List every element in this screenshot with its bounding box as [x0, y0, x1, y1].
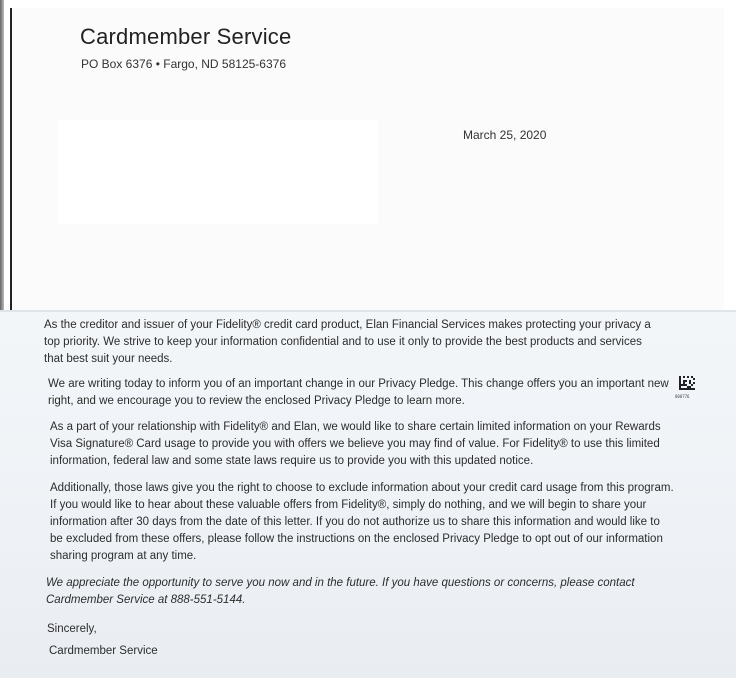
datamatrix-barcode-icon — [679, 376, 695, 390]
body-paragraph-2: We are writing today to inform you of an important change in our Privacy Pledge. This change offers you an important new right, and we encourage you to review the enclosed Privacy Pledge to learn more. — [48, 378, 669, 407]
redacted-recipient-address — [58, 120, 378, 224]
closing-signature: Cardmember Service — [49, 645, 158, 657]
body-paragraph-5: We appreciate the opportunity to serve you now and in the future. If you have questions or concerns, please contact Cardmember Service at 888-551-5144. — [46, 577, 635, 606]
letterhead-address: PO Box 6376 • Fargo, ND 58125-6376 — [81, 57, 286, 71]
barcode-code: 808776 — [675, 394, 690, 399]
closing-salutation: Sincerely, — [47, 623, 97, 635]
body-paragraph-3: As a part of your relationship with Fidelity® and Elan, we would like to share certain limited information on your Rewards Visa Signature® Card usage to provide you with offers we believe you may find of value. For Fidelity® to use this limited information, federal law and some state laws require us to provide you with this updated notice. — [50, 421, 661, 467]
letter-date: March 25, 2020 — [463, 128, 547, 142]
body-paragraph-1: As the creditor and issuer of your Fidelity® credit card product, Elan Financial Services makes protecting your privacy a top priority. We strive to keep your information confidential and to use it only to provide the best products and services that best suit your needs. — [44, 319, 651, 365]
body-paragraph-4: Additionally, those laws give you the right to choose to exclude information about your credit card usage from this program. If you would like to hear about these valuable offers from Fidelity®, simply do nothing, and we will begin to share your information after 30 days from the date of this letter. If you do not authorize us to share this information and would like to be excluded from these offers, please follow the instructions on the enclosed Privacy Pledge to opt out of our information sharing program at any time. — [50, 482, 674, 562]
letterhead-company: Cardmember Service — [80, 24, 292, 49]
